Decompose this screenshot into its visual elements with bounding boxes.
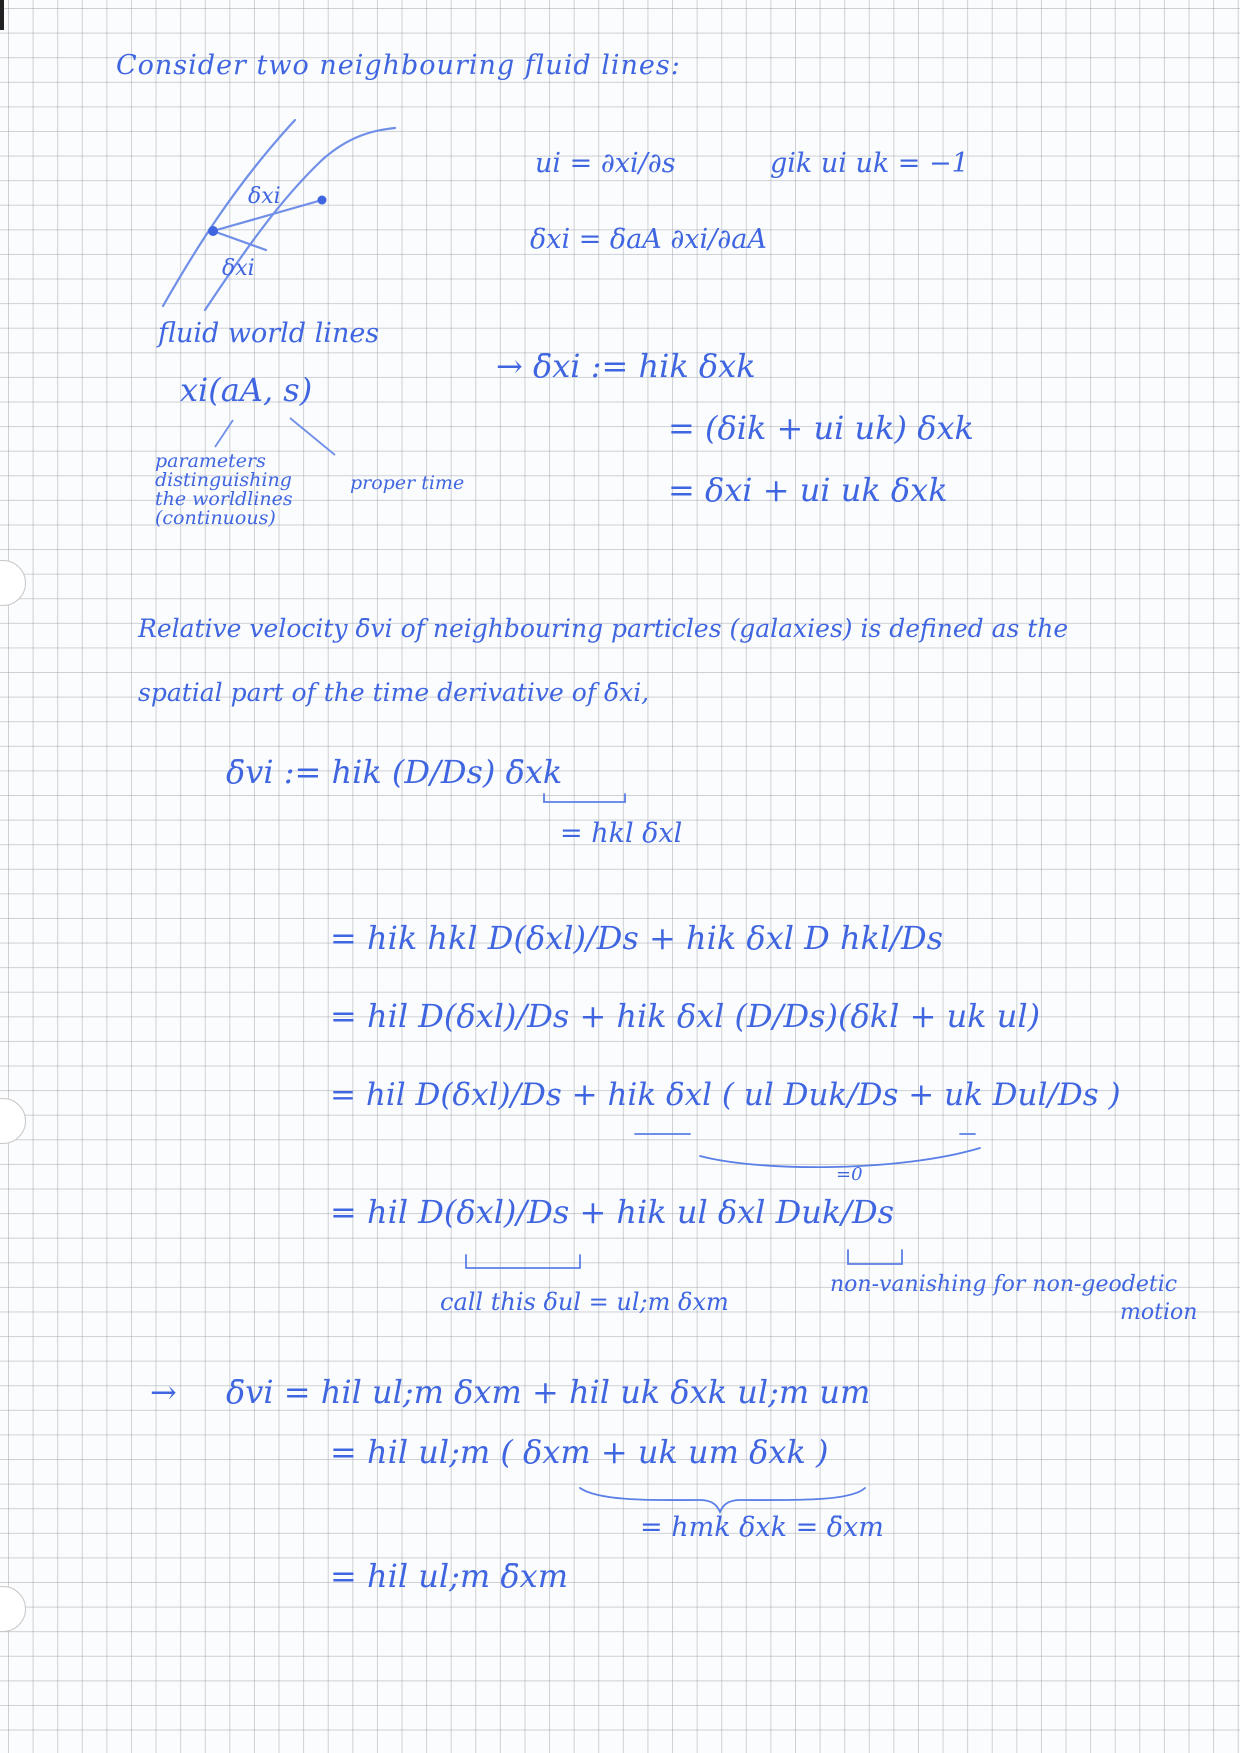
result-line-3: = hil ul;m δ̄xm [330,1557,569,1595]
equation-projection-3: = δxi + ui uk δxk [668,471,948,509]
derivation-zero-mark: =0 [836,1164,863,1185]
parameterisation-expression: xi(aA, s) [180,371,313,409]
proper-time-pointer [290,418,335,455]
page-title: Consider two neighbouring fluid lines: [116,50,681,81]
parameter-note-line: parameters [155,450,266,472]
equation-normalisation: gik ui uk = −1 [770,148,969,179]
prose-line-2: spatial part of the time derivative of δ̄xi, [138,678,650,707]
equation-projection-1: → δ̄xi := hik δxk [496,347,756,385]
underbrace-nonvanishing [848,1250,902,1264]
diagram-label-dx-bottom: δxi [222,256,255,281]
param-pointer [215,420,233,447]
derivation-step-2: = hil D(δxl)/Ds + hik δxl (D/Ds)(δkl + uk ul) [330,997,1041,1035]
event-point [318,196,327,205]
parameter-note-line: (continuous) [155,507,276,529]
underbrace-projection [580,1488,865,1512]
equation-dx-def: δxi = δaA ∂xi/∂aA [530,224,767,255]
result-line-2-underbrace: = hmk δxk = δ̄xm [640,1512,884,1543]
diagram-caption: fluid world lines [158,318,380,349]
derivation-non-vanishing: non-vanishing for non-geodetic [830,1272,1178,1297]
prose-line-1: Relative velocity δ̄vi of neighbouring particles (galaxies) is defined as the [138,614,1069,643]
event-point [208,226,218,236]
proper-time-note: proper time [350,472,465,494]
derivation-non-vanishing-motion: motion [1120,1300,1198,1325]
derivation-call-this: call this δul = ul;m δxm [440,1288,729,1316]
derivation-step-0: δ̄vi := hik (D/Ds) δ̄xk [226,753,563,791]
parameter-note-line: the worldlines [155,488,293,510]
underbrace-call-this [466,1255,580,1268]
parameter-note-line: distinguishing [155,469,292,491]
derivation-step-1: = hik hkl D(δxl)/Ds + hik δxl D hkl/Ds [330,919,944,957]
equation-u-def: ui = ∂xi/∂s [535,148,676,179]
derivation-step-0-underbrace: = hkl δxl [560,818,683,849]
parameter-note [155,452,293,528]
derivation-step-3: = hil D(δxl)/Ds + hik δxl ( ul Duk/Ds + uk Dul/Ds ) [330,1077,1121,1113]
result-arrow: → [150,1373,177,1411]
result-line-1: δ̄vi = hil ul;m δxm + hil uk δxk ul;m um [226,1373,871,1411]
underbrace-dx [544,794,625,802]
diagram-label-dx-top: δxi [248,184,281,209]
worldline-right [205,128,395,310]
result-line-2: = hil ul;m ( δxm + uk um δxk ) [330,1433,829,1471]
equation-projection-2: = (δik + ui uk) δxk [668,409,974,447]
derivation-step-4: = hil D(δxl)/Ds + hik ul δxl Duk/Ds [330,1193,895,1231]
